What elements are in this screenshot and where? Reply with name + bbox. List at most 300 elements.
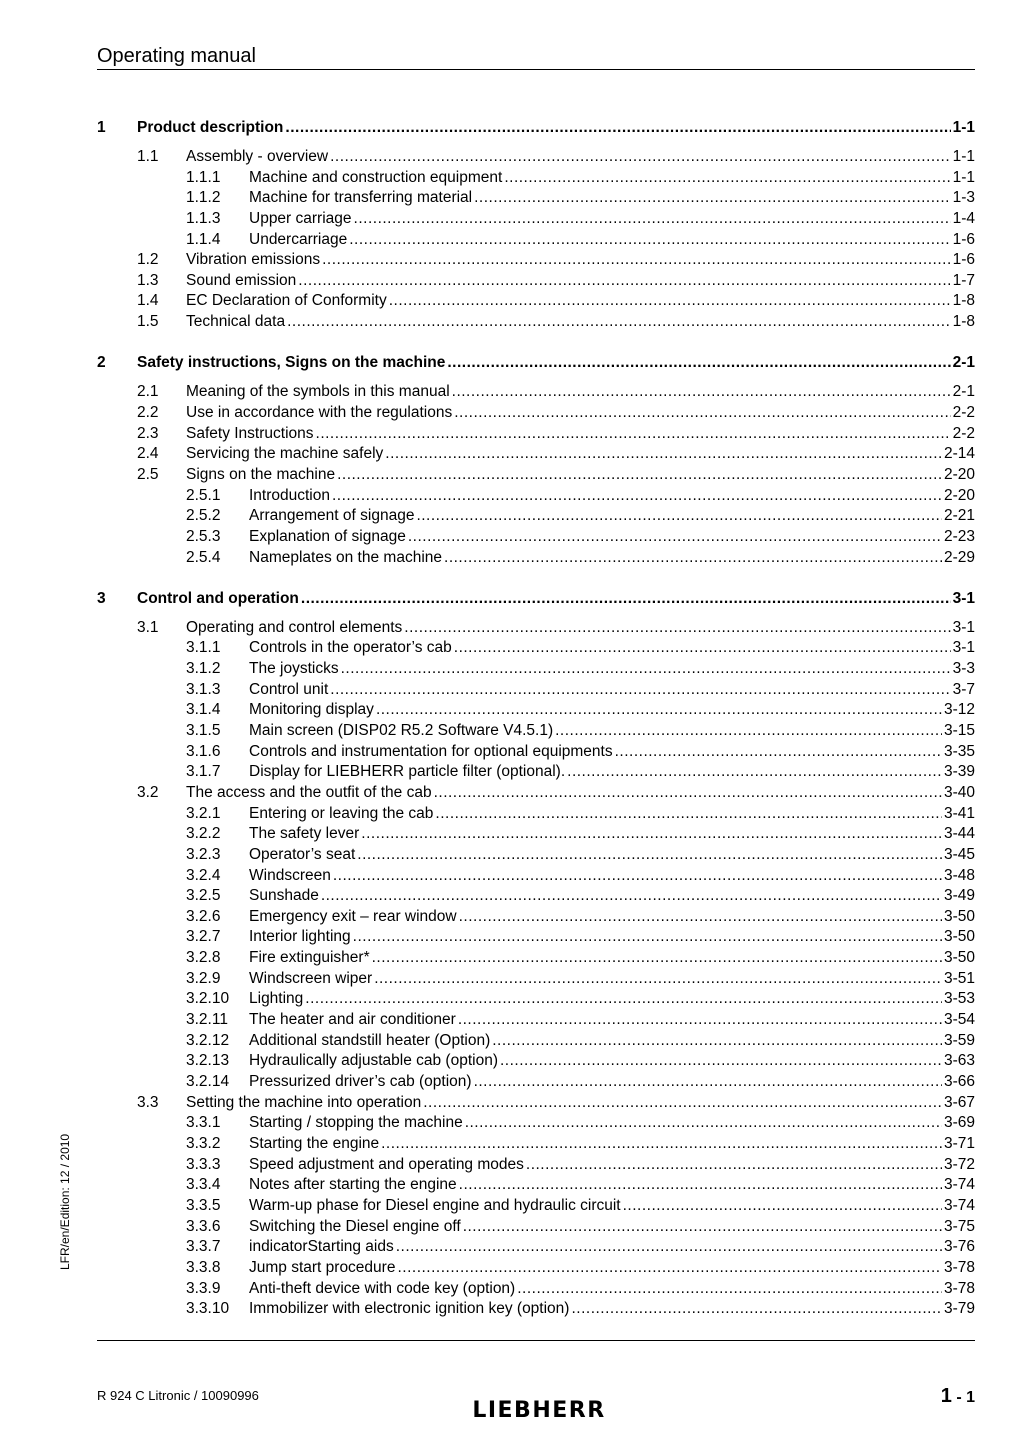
- dot-leader: [361, 824, 942, 844]
- toc-number: 1.5: [137, 313, 159, 330]
- toc-page-number: 3-1: [952, 590, 975, 607]
- toc-title-with-leader: [186, 783, 975, 803]
- toc-page-number: 3-49: [943, 887, 975, 904]
- dot-leader: [287, 312, 951, 332]
- toc-page-number: 1-7: [952, 272, 975, 289]
- toc-number: 1.1.1: [186, 169, 221, 186]
- toc-number: 2.5.4: [186, 549, 221, 566]
- dot-leader: [459, 907, 942, 927]
- toc-page-number: 3-1: [952, 619, 975, 636]
- toc-number: 2.2: [137, 404, 159, 421]
- toc-title-with-leader: [249, 638, 975, 658]
- toc-number: 1.1: [137, 148, 159, 165]
- toc-title: Warm-up phase for Diesel engine and hydraulic circuit: [249, 1197, 621, 1214]
- toc-number: 2.5.1: [186, 487, 221, 504]
- toc-title: Main screen (DISP02 R5.2 Software V4.5.1): [249, 722, 554, 739]
- toc-number: 1.2: [137, 251, 159, 268]
- dot-leader: [447, 353, 950, 373]
- dot-leader: [330, 680, 950, 700]
- toc-entry-row[interactable]: [0, 1279, 1024, 1299]
- dot-leader: [372, 948, 942, 968]
- toc-number: 3.2.10: [186, 990, 230, 1007]
- toc-entry-row[interactable]: [0, 1196, 1024, 1216]
- dot-leader: [452, 382, 951, 402]
- toc-page-number: 3-78: [943, 1280, 975, 1297]
- toc-page-number: 3-78: [943, 1259, 975, 1276]
- toc-title-with-leader: [186, 618, 975, 638]
- toc-title: Hydraulically adjustable cab (option): [249, 1052, 498, 1069]
- toc-entry-row[interactable]: [0, 444, 1024, 464]
- toc-entry-row[interactable]: [0, 291, 1024, 311]
- toc-entry-row[interactable]: [0, 230, 1024, 250]
- toc-title-with-leader: [249, 1072, 975, 1092]
- toc-title: Lighting: [249, 990, 304, 1007]
- toc-title: The safety lever: [249, 825, 360, 842]
- dot-leader: [285, 118, 950, 138]
- dot-leader: [357, 845, 942, 865]
- toc-number: 2.5.3: [186, 528, 221, 545]
- toc-title: Operator’s seat: [249, 846, 356, 863]
- toc-title: Starting / stopping the machine: [249, 1114, 463, 1131]
- toc-title-with-leader: [249, 168, 975, 188]
- toc-title-with-leader: [249, 804, 975, 824]
- dot-leader: [316, 424, 951, 444]
- toc-page-number: 2-21: [943, 507, 975, 524]
- toc-entry-row[interactable]: [0, 1072, 1024, 1092]
- page-header-title: Operating manual: [97, 45, 256, 67]
- toc-page-number: 2-29: [943, 549, 975, 566]
- toc-title: The heater and air conditioner: [249, 1011, 456, 1028]
- toc-entry-row[interactable]: [0, 548, 1024, 568]
- toc-entry-row[interactable]: [0, 1155, 1024, 1175]
- toc-title: Starting the engine: [249, 1135, 380, 1152]
- toc-chapter-row[interactable]: [0, 353, 1024, 373]
- toc-entry-row[interactable]: [0, 969, 1024, 989]
- toc-title-with-leader: [249, 548, 975, 568]
- toc-entry-row[interactable]: [0, 1010, 1024, 1030]
- dot-leader: [458, 1010, 942, 1030]
- toc-title: Signs on the machine: [186, 466, 336, 483]
- toc-page-number: 3-54: [943, 1011, 975, 1028]
- toc-title: Explanation of signage: [249, 528, 406, 545]
- toc-title-with-leader: [249, 989, 975, 1009]
- toc-title: Controls in the operator’s cab: [249, 639, 452, 656]
- toc-title: Pressurized driver’s cab (option): [249, 1073, 472, 1090]
- toc-title-with-leader: [249, 486, 975, 506]
- toc-entry-row[interactable]: [0, 1299, 1024, 1319]
- toc-number: 3.1.7: [186, 763, 221, 780]
- toc-chapter-row[interactable]: [0, 118, 1024, 138]
- toc-page-number: 3-51: [943, 970, 975, 987]
- toc-title-with-leader: [249, 1237, 975, 1257]
- toc-title-with-leader: [249, 866, 975, 886]
- toc-entry-row[interactable]: [0, 1175, 1024, 1195]
- toc-number: 3.2.4: [186, 867, 221, 884]
- toc-title-with-leader: [186, 291, 975, 311]
- toc-number: 1.4: [137, 292, 159, 309]
- toc-number: 3.2.14: [186, 1073, 230, 1090]
- toc-entry-row[interactable]: [0, 271, 1024, 291]
- toc-number: 3.1.5: [186, 722, 221, 739]
- toc-title-with-leader: [249, 1299, 975, 1319]
- toc-title-with-leader: [249, 1217, 975, 1237]
- toc-entry-row[interactable]: [0, 618, 1024, 638]
- dot-leader: [354, 209, 951, 229]
- logo-text: LIEBHERR: [472, 1398, 606, 1421]
- toc-title: Upper carriage: [249, 210, 352, 227]
- toc-page-number: 1-4: [952, 210, 975, 227]
- dot-leader: [416, 506, 942, 526]
- toc-title: Entering or leaving the cab: [249, 805, 434, 822]
- toc-title-with-leader: [249, 209, 975, 229]
- toc-page-number: 3-76: [943, 1238, 975, 1255]
- footer-page-number: [941, 1384, 975, 1410]
- toc-entry-row[interactable]: [0, 403, 1024, 423]
- toc-page-number: 3-67: [943, 1094, 975, 1111]
- toc-title: Sunshade: [249, 887, 319, 904]
- toc-page-number: 3-48: [943, 867, 975, 884]
- toc-page-number: 3-71: [943, 1135, 975, 1152]
- toc-entry-row[interactable]: [0, 762, 1024, 782]
- toc-title-with-leader: [186, 1093, 975, 1113]
- toc-title-with-leader: [137, 353, 975, 373]
- toc-title-with-leader: [249, 948, 975, 968]
- toc-number: 3.3.8: [186, 1259, 221, 1276]
- toc-number: 3.1.2: [186, 660, 221, 677]
- toc-title-with-leader: [186, 465, 975, 485]
- toc-page-number: 2-1: [952, 354, 975, 371]
- toc-page-number: 3-7: [952, 681, 975, 698]
- dot-leader: [349, 230, 950, 250]
- toc-entry-row[interactable]: [0, 1051, 1024, 1071]
- dot-leader: [330, 147, 950, 167]
- toc-entry-row[interactable]: [0, 486, 1024, 506]
- dot-leader: [397, 1258, 942, 1278]
- toc-page-number: 3-44: [943, 825, 975, 842]
- toc-title: Control unit: [249, 681, 329, 698]
- toc-page-number: 3-74: [943, 1176, 975, 1193]
- toc-title-with-leader: [249, 762, 975, 782]
- toc-title-with-leader: [186, 382, 975, 402]
- liebherr-logo: [458, 1397, 620, 1421]
- toc-page-number: 3-50: [943, 928, 975, 945]
- toc-number: 2: [97, 354, 106, 371]
- toc-number: 3.3.1: [186, 1114, 221, 1131]
- toc-title: Windscreen: [249, 867, 331, 884]
- toc-title-with-leader: [249, 527, 975, 547]
- page-chapter: 1: [940, 1385, 952, 1407]
- toc-title: Assembly - overview: [186, 148, 329, 165]
- dot-leader: [322, 250, 950, 270]
- toc-number: 3.3.10: [186, 1300, 230, 1317]
- toc-number: 3.3.2: [186, 1135, 221, 1152]
- toc-title: Nameplates on the machine: [249, 549, 443, 566]
- toc-title: Notes after starting the engine: [249, 1176, 457, 1193]
- dot-leader: [305, 989, 942, 1009]
- toc-entry-row[interactable]: [0, 638, 1024, 658]
- dot-leader: [389, 291, 951, 311]
- dot-leader: [341, 659, 951, 679]
- toc-number: 3.2.7: [186, 928, 221, 945]
- toc-page-number: 3-35: [943, 743, 975, 760]
- toc-title: Vibration emissions: [186, 251, 321, 268]
- toc-entry-row[interactable]: [0, 1237, 1024, 1257]
- toc-title: Arrangement of signage: [249, 507, 415, 524]
- toc-page-number: 1-8: [952, 313, 975, 330]
- dot-leader: [434, 783, 942, 803]
- toc-title-with-leader: [249, 1175, 975, 1195]
- toc-title: Sound emission: [186, 272, 297, 289]
- dot-leader: [376, 700, 942, 720]
- toc-title-with-leader: [249, 845, 975, 865]
- toc-page-number: 3-41: [943, 805, 975, 822]
- toc-page-number: 3-15: [943, 722, 975, 739]
- toc-page-number: 3-45: [943, 846, 975, 863]
- page-index: 1: [966, 1389, 975, 1406]
- toc-entry-row[interactable]: [0, 927, 1024, 947]
- toc-entry-row[interactable]: [0, 312, 1024, 332]
- toc-title: Machine and construction equipment: [249, 169, 503, 186]
- toc-entry-row[interactable]: [0, 700, 1024, 720]
- toc-entry-row[interactable]: [0, 1134, 1024, 1154]
- toc-page-number: 1-8: [952, 292, 975, 309]
- toc-number: 1: [97, 119, 106, 136]
- toc-entry-row[interactable]: [0, 250, 1024, 270]
- toc-title: Jump start procedure: [249, 1259, 396, 1276]
- toc-title-with-leader: [249, 1113, 975, 1133]
- dot-leader: [444, 548, 942, 568]
- toc-title: The access and the outfit of the cab: [186, 784, 432, 801]
- toc-entry-row[interactable]: [0, 424, 1024, 444]
- dot-leader: [435, 804, 942, 824]
- dot-leader: [374, 969, 942, 989]
- toc-title: Introduction: [249, 487, 330, 504]
- toc-entry-row[interactable]: [0, 742, 1024, 762]
- toc-entry-row[interactable]: [0, 866, 1024, 886]
- dot-leader: [423, 1093, 942, 1113]
- toc-page-number: 3-50: [943, 949, 975, 966]
- toc-entry-row[interactable]: [0, 659, 1024, 679]
- toc-number: 3.2.6: [186, 908, 221, 925]
- toc-entry-row[interactable]: [0, 1031, 1024, 1051]
- toc-title-with-leader: [249, 907, 975, 927]
- toc-number: 2.3: [137, 425, 159, 442]
- toc-entry-row[interactable]: [0, 721, 1024, 741]
- toc-title-with-leader: [186, 312, 975, 332]
- dot-leader: [459, 1175, 942, 1195]
- toc-page-number: 1-1: [952, 148, 975, 165]
- toc-page-number: 3-50: [943, 908, 975, 925]
- toc-entry-row[interactable]: [0, 1113, 1024, 1133]
- toc-title-with-leader: [249, 1051, 975, 1071]
- dot-leader: [353, 927, 942, 947]
- toc-page-number: 1-6: [952, 251, 975, 268]
- toc-page-number: 3-53: [943, 990, 975, 1007]
- toc-title-with-leader: [249, 969, 975, 989]
- toc-number: 2.1: [137, 383, 159, 400]
- toc-page-number: 3-66: [943, 1073, 975, 1090]
- toc-number: 3.3.3: [186, 1156, 221, 1173]
- toc-title-with-leader: [249, 742, 975, 762]
- toc-title-with-leader: [249, 188, 975, 208]
- toc-title: Safety Instructions: [186, 425, 314, 442]
- dot-leader: [321, 886, 942, 906]
- toc-page-number: 3-75: [943, 1218, 975, 1235]
- dot-leader: [567, 762, 942, 782]
- toc-entry-row[interactable]: [0, 824, 1024, 844]
- toc-entry-row[interactable]: [0, 783, 1024, 803]
- toc-title-with-leader: [249, 700, 975, 720]
- toc-entry-row[interactable]: [0, 168, 1024, 188]
- toc-title-with-leader: [249, 721, 975, 741]
- toc-number: 3.2.1: [186, 805, 221, 822]
- toc-entry-row[interactable]: [0, 1258, 1024, 1278]
- toc-page-number: 3-74: [943, 1197, 975, 1214]
- toc-number: 3.2.11: [186, 1011, 228, 1028]
- toc-title: Product description: [137, 119, 284, 136]
- toc-entry-row[interactable]: [0, 907, 1024, 927]
- dot-leader: [385, 444, 942, 464]
- dot-leader: [474, 1072, 942, 1092]
- page-separator: -: [951, 1389, 967, 1406]
- toc-title: The joysticks: [249, 660, 339, 677]
- toc-title-with-leader: [249, 680, 975, 700]
- toc-title-with-leader: [249, 1258, 975, 1278]
- toc-entry-row[interactable]: [0, 989, 1024, 1009]
- toc-number: 3.2: [137, 784, 159, 801]
- toc-title: Use in accordance with the regulations: [186, 404, 453, 421]
- toc-page-number: 2-20: [943, 487, 975, 504]
- toc-page-number: 3-69: [943, 1114, 975, 1131]
- toc-page-number: 2-23: [943, 528, 975, 545]
- toc-entry-row[interactable]: [0, 209, 1024, 229]
- dot-leader: [571, 1299, 942, 1319]
- toc-title: Speed adjustment and operating modes: [249, 1156, 524, 1173]
- toc-entry-row[interactable]: [0, 382, 1024, 402]
- toc-title: Setting the machine into operation: [186, 1094, 422, 1111]
- toc-title-with-leader: [249, 886, 975, 906]
- toc-title-with-leader: [186, 271, 975, 291]
- toc-page-number: 2-2: [952, 425, 975, 442]
- toc-title: Switching the Diesel engine off: [249, 1218, 461, 1235]
- toc-number: 1.1.4: [186, 231, 221, 248]
- toc-title: Control and operation: [137, 590, 299, 607]
- toc-entry-row[interactable]: [0, 886, 1024, 906]
- toc-page-number: 1-3: [952, 189, 975, 206]
- toc-entry-row[interactable]: [0, 845, 1024, 865]
- toc-number: 3.3: [137, 1094, 159, 1111]
- toc-title-with-leader: [249, 927, 975, 947]
- dot-leader: [332, 486, 942, 506]
- toc-title-with-leader: [249, 824, 975, 844]
- toc-number: 1.1.3: [186, 210, 221, 227]
- toc-title-with-leader: [249, 1279, 975, 1299]
- toc-entry-row[interactable]: [0, 1217, 1024, 1237]
- toc-number: 3.1.1: [186, 639, 221, 656]
- toc-title: Controls and instrumentation for optional equipments: [249, 743, 613, 760]
- toc-entry-row[interactable]: [0, 147, 1024, 167]
- edition-label: LFR/en/Edition: 12 / 2010: [58, 1133, 72, 1270]
- toc-chapter-row[interactable]: [0, 589, 1024, 609]
- toc-entry-row[interactable]: [0, 188, 1024, 208]
- toc-title: Operating and control elements: [186, 619, 403, 636]
- toc-entry-row[interactable]: [0, 948, 1024, 968]
- toc-entry-row[interactable]: [0, 680, 1024, 700]
- toc-page-number: 1-1: [952, 119, 975, 136]
- toc-number: 2.5.2: [186, 507, 221, 524]
- toc-page-number: 2-1: [952, 383, 975, 400]
- toc-number: 3.3.7: [186, 1238, 221, 1255]
- dot-leader: [301, 589, 951, 609]
- toc-title-with-leader: [137, 589, 975, 609]
- toc-title: Additional standstill heater (Option): [249, 1032, 491, 1049]
- toc-page-number: 3-3: [952, 660, 975, 677]
- toc-page-number: 1-1: [952, 169, 975, 186]
- toc-title: EC Declaration of Conformity: [186, 292, 387, 309]
- toc-number: 3.1: [137, 619, 159, 636]
- toc-entry-row[interactable]: [0, 465, 1024, 485]
- toc-title: Immobilizer with electronic ignition key (option): [249, 1300, 570, 1317]
- toc-title: Fire extinguisher*: [249, 949, 370, 966]
- toc-page-number: 3-1: [952, 639, 975, 656]
- toc-title: Emergency exit – rear window: [249, 908, 457, 925]
- toc-title-with-leader: [186, 424, 975, 444]
- dot-leader: [526, 1155, 942, 1175]
- toc-entry-row[interactable]: [0, 527, 1024, 547]
- toc-title-with-leader: [186, 147, 975, 167]
- dot-leader: [333, 866, 942, 886]
- toc-title-with-leader: [249, 1031, 975, 1051]
- toc-title: indicatorStarting aids: [249, 1238, 394, 1255]
- toc-title: Safety instructions, Signs on the machine: [137, 354, 446, 371]
- toc-page-number: 1-6: [952, 231, 975, 248]
- toc-title: Monitoring display: [249, 701, 374, 718]
- toc-entry-row[interactable]: [0, 506, 1024, 526]
- toc-number: 3.2.12: [186, 1032, 230, 1049]
- toc-title-with-leader: [137, 118, 975, 138]
- toc-entry-row[interactable]: [0, 1093, 1024, 1113]
- dot-leader: [504, 168, 950, 188]
- toc-title: Display for LIEBHERR particle filter (optional).: [249, 763, 566, 780]
- toc-page-number: 3-59: [943, 1032, 975, 1049]
- toc-entry-row[interactable]: [0, 804, 1024, 824]
- toc-page-number: 3-12: [943, 701, 975, 718]
- dot-leader: [492, 1031, 942, 1051]
- toc-number: 3.2.9: [186, 970, 221, 987]
- dot-leader: [396, 1237, 942, 1257]
- dot-leader: [623, 1196, 942, 1216]
- toc-page-number: 2-20: [943, 466, 975, 483]
- toc-title-with-leader: [186, 444, 975, 464]
- toc-number: 1.3: [137, 272, 159, 289]
- toc-title: Technical data: [186, 313, 286, 330]
- dot-leader: [298, 271, 950, 291]
- toc-number: 3.1.3: [186, 681, 221, 698]
- dot-leader: [408, 527, 942, 547]
- toc-title-with-leader: [249, 1196, 975, 1216]
- toc-page-number: 3-39: [943, 763, 975, 780]
- dot-leader: [500, 1051, 942, 1071]
- toc-title-with-leader: [249, 1155, 975, 1175]
- footer-model: R 924 C Litronic / 10090996: [97, 1388, 259, 1403]
- toc-number: 3.2.5: [186, 887, 221, 904]
- dot-leader: [463, 1217, 942, 1237]
- toc-title-with-leader: [186, 250, 975, 270]
- toc-title-with-leader: [186, 403, 975, 423]
- dot-leader: [555, 721, 942, 741]
- toc-number: 3.3.5: [186, 1197, 221, 1214]
- toc-title-with-leader: [249, 1010, 975, 1030]
